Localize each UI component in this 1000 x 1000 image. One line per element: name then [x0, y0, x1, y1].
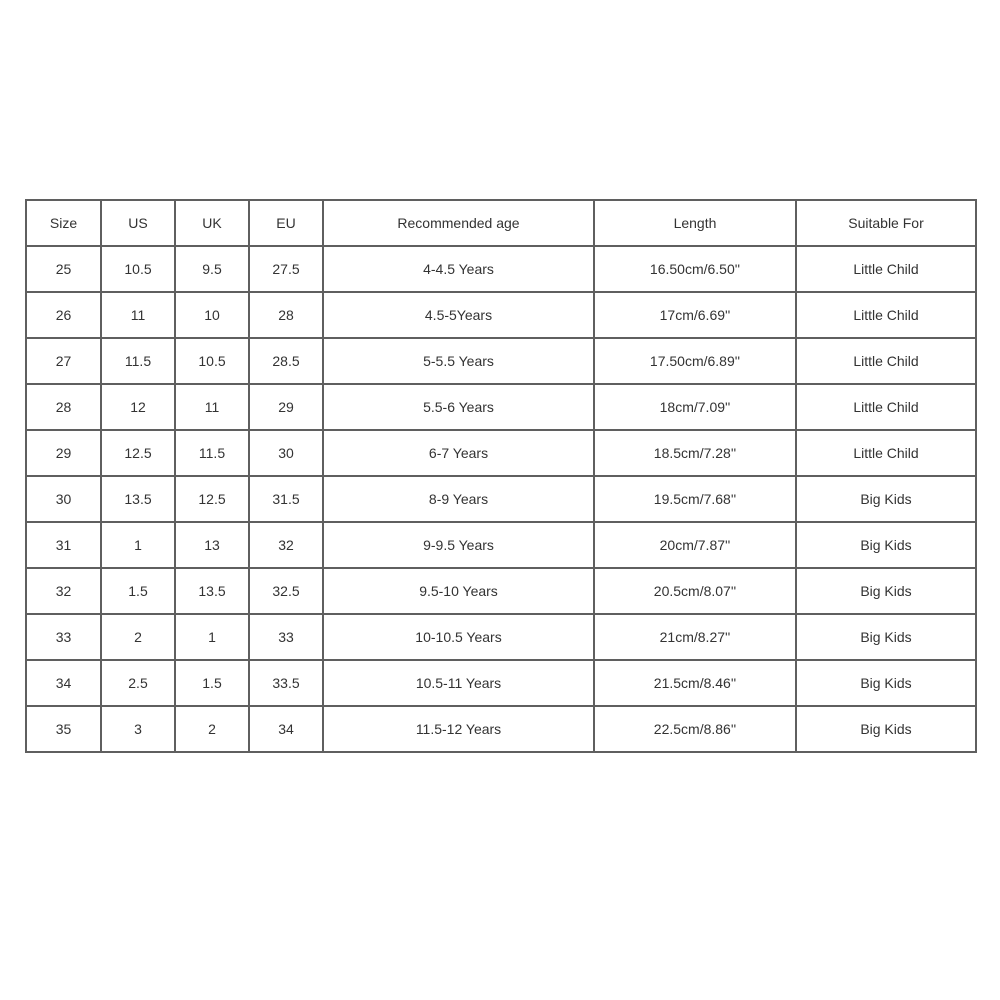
cell-size: 32 — [26, 568, 101, 614]
cell-us: 13.5 — [101, 476, 175, 522]
cell-length: 20.5cm/8.07'' — [594, 568, 796, 614]
cell-size: 26 — [26, 292, 101, 338]
table-row — [26, 706, 976, 752]
header-row — [26, 200, 976, 246]
cell-uk: 11.5 — [175, 430, 249, 476]
cell-eu: 34 — [249, 706, 323, 752]
header-us: US — [101, 200, 175, 246]
cell-size: 33 — [26, 614, 101, 660]
cell-suitable-for: Little Child — [796, 246, 976, 292]
cell-suitable-for: Little Child — [796, 384, 976, 430]
cell-eu: 28 — [249, 292, 323, 338]
table-body — [26, 246, 976, 752]
cell-recommended-age: 5-5.5 Years — [323, 338, 594, 384]
cell-suitable-for: Big Kids — [796, 522, 976, 568]
cell-recommended-age: 10.5-11 Years — [323, 660, 594, 706]
cell-recommended-age: 6-7 Years — [323, 430, 594, 476]
cell-eu: 32 — [249, 522, 323, 568]
cell-us: 10.5 — [101, 246, 175, 292]
cell-length: 20cm/7.87'' — [594, 522, 796, 568]
cell-uk: 12.5 — [175, 476, 249, 522]
cell-suitable-for: Big Kids — [796, 660, 976, 706]
cell-suitable-for: Little Child — [796, 292, 976, 338]
cell-suitable-for: Little Child — [796, 430, 976, 476]
size-chart-table — [25, 199, 977, 753]
cell-eu: 32.5 — [249, 568, 323, 614]
cell-recommended-age: 9-9.5 Years — [323, 522, 594, 568]
table-row — [26, 522, 976, 568]
cell-uk: 13 — [175, 522, 249, 568]
cell-length: 18.5cm/7.28'' — [594, 430, 796, 476]
cell-eu: 33 — [249, 614, 323, 660]
cell-length: 22.5cm/8.86'' — [594, 706, 796, 752]
table-row — [26, 476, 976, 522]
cell-us: 12.5 — [101, 430, 175, 476]
cell-suitable-for: Big Kids — [796, 614, 976, 660]
cell-size: 35 — [26, 706, 101, 752]
cell-uk: 11 — [175, 384, 249, 430]
header-uk: UK — [175, 200, 249, 246]
header-suitable-for: Suitable For — [796, 200, 976, 246]
header-eu: EU — [249, 200, 323, 246]
cell-us: 1.5 — [101, 568, 175, 614]
cell-us: 12 — [101, 384, 175, 430]
header-recommended-age: Recommended age — [323, 200, 594, 246]
cell-eu: 33.5 — [249, 660, 323, 706]
cell-recommended-age: 5.5-6 Years — [323, 384, 594, 430]
cell-size: 34 — [26, 660, 101, 706]
cell-size: 31 — [26, 522, 101, 568]
table-row — [26, 384, 976, 430]
cell-length: 21.5cm/8.46'' — [594, 660, 796, 706]
cell-recommended-age: 4.5-5Years — [323, 292, 594, 338]
cell-us: 11 — [101, 292, 175, 338]
header-size: Size — [26, 200, 101, 246]
cell-eu: 28.5 — [249, 338, 323, 384]
cell-length: 16.50cm/6.50'' — [594, 246, 796, 292]
cell-uk: 1 — [175, 614, 249, 660]
cell-recommended-age: 9.5-10 Years — [323, 568, 594, 614]
cell-uk: 1.5 — [175, 660, 249, 706]
table-row — [26, 292, 976, 338]
cell-us: 2.5 — [101, 660, 175, 706]
cell-eu: 31.5 — [249, 476, 323, 522]
cell-size: 27 — [26, 338, 101, 384]
cell-size: 29 — [26, 430, 101, 476]
cell-us: 11.5 — [101, 338, 175, 384]
cell-size: 28 — [26, 384, 101, 430]
cell-length: 18cm/7.09'' — [594, 384, 796, 430]
cell-length: 21cm/8.27'' — [594, 614, 796, 660]
cell-size: 25 — [26, 246, 101, 292]
cell-eu: 30 — [249, 430, 323, 476]
cell-recommended-age: 10-10.5 Years — [323, 614, 594, 660]
table-row — [26, 430, 976, 476]
cell-eu: 29 — [249, 384, 323, 430]
cell-size: 30 — [26, 476, 101, 522]
table-row — [26, 246, 976, 292]
cell-length: 17.50cm/6.89'' — [594, 338, 796, 384]
cell-length: 17cm/6.69'' — [594, 292, 796, 338]
cell-uk: 10.5 — [175, 338, 249, 384]
cell-us: 3 — [101, 706, 175, 752]
cell-uk: 9.5 — [175, 246, 249, 292]
cell-suitable-for: Big Kids — [796, 476, 976, 522]
cell-eu: 27.5 — [249, 246, 323, 292]
cell-us: 1 — [101, 522, 175, 568]
table-row — [26, 660, 976, 706]
cell-recommended-age: 8-9 Years — [323, 476, 594, 522]
cell-length: 19.5cm/7.68'' — [594, 476, 796, 522]
header-length: Length — [594, 200, 796, 246]
cell-uk: 10 — [175, 292, 249, 338]
cell-suitable-for: Little Child — [796, 338, 976, 384]
table-row — [26, 338, 976, 384]
cell-suitable-for: Big Kids — [796, 568, 976, 614]
cell-uk: 2 — [175, 706, 249, 752]
cell-recommended-age: 4-4.5 Years — [323, 246, 594, 292]
cell-uk: 13.5 — [175, 568, 249, 614]
cell-us: 2 — [101, 614, 175, 660]
cell-suitable-for: Big Kids — [796, 706, 976, 752]
table-row — [26, 614, 976, 660]
table-row — [26, 568, 976, 614]
cell-recommended-age: 11.5-12 Years — [323, 706, 594, 752]
